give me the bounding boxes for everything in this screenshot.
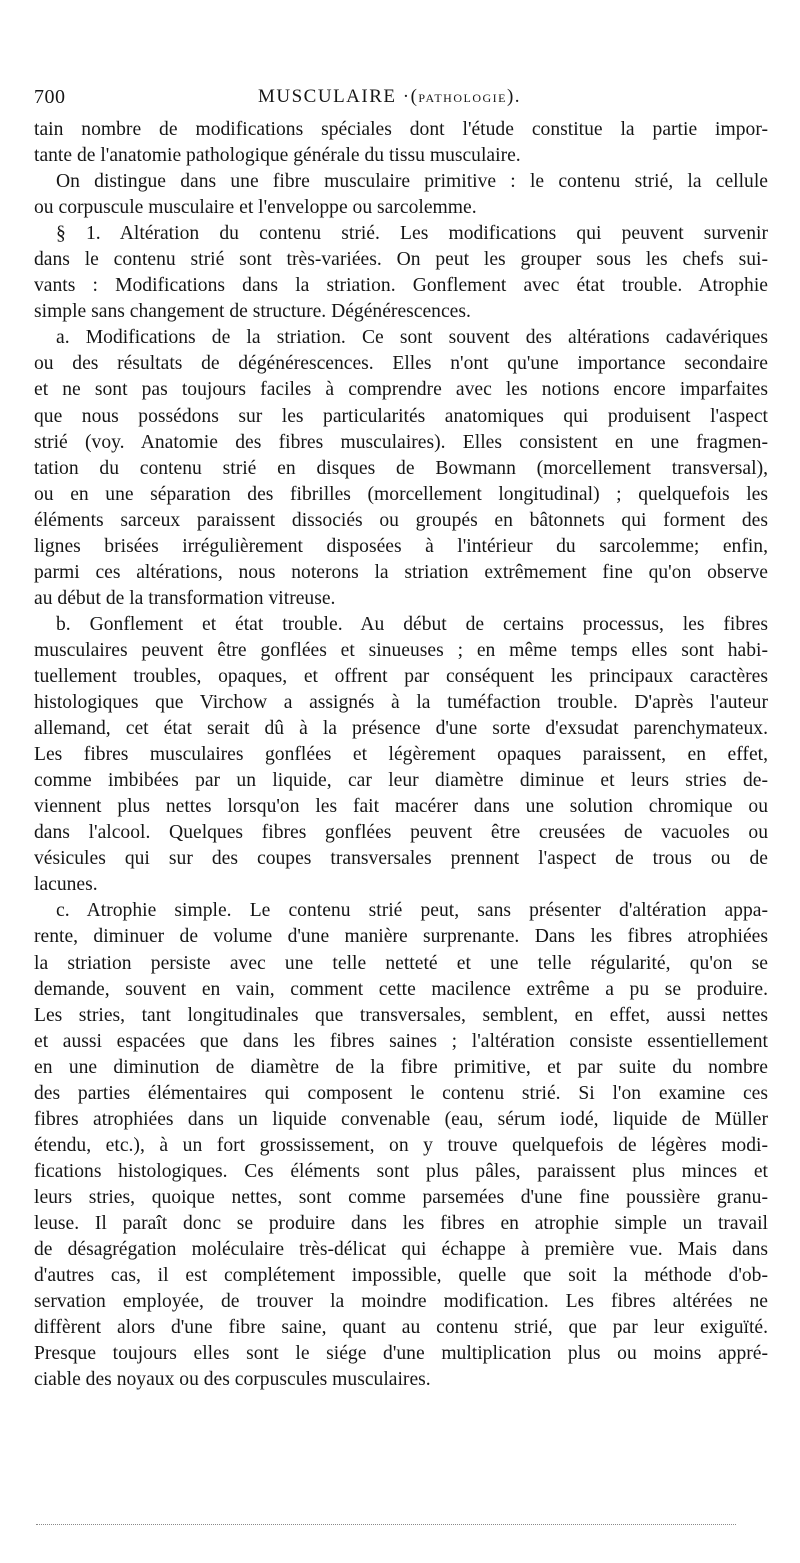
text-line: et ne sont pas toujours faciles à comprendre avec les notions encore imparfaites xyxy=(34,379,768,401)
text-line: vésicules qui sur des coupes transversales prennent l'aspect de trous ou de xyxy=(34,848,768,870)
text-line: Les stries, tant longitudinales que transversales, semblent, en effet, aussi nettes xyxy=(34,1004,768,1026)
text-line: vants : Modifications dans la striation. Gonflement avec état trouble. Atrophie xyxy=(34,275,768,297)
text-line: fications histologiques. Ces éléments sont plus pâles, paraissent plus minces et xyxy=(34,1160,768,1182)
text-line: des parties élémentaires qui composent le contenu strié. Si l'on examine ces xyxy=(34,1082,768,1104)
text-line: On distingue dans une fibre musculaire primitive : le contenu strié, la cellule xyxy=(56,171,768,193)
subsection-heading-line: b. Gonflement et état trouble. Au début de certains processus, les fibres xyxy=(56,613,768,635)
text-line: et aussi espacées que dans les fibres saines ; l'altération consiste essentiellement xyxy=(34,1030,768,1052)
body-text xyxy=(34,117,768,1393)
text-line: ciable des noyaux ou des corpuscules musculaires. xyxy=(34,1369,431,1391)
text-line: fibres atrophiées dans un liquide convenable (eau, sérum iodé, liquide de Müller xyxy=(34,1108,768,1130)
text-line: ou en une séparation des fibrilles (morcellement longitudinal) ; quelquefois les xyxy=(34,483,768,505)
text-line: leuse. Il paraît donc se produire dans les fibres en atrophie simple un travail xyxy=(34,1212,768,1234)
text-line: musculaires peuvent être gonflées et sinueuses ; en même temps elles sont habi- xyxy=(34,639,768,661)
text-line: la striation persiste avec une telle netteté et une telle régularité, qu'on se xyxy=(34,952,768,974)
text-line: dans l'alcool. Quelques fibres gonflées peuvent être creusées de vacuoles ou xyxy=(34,822,768,844)
running-head-close: ). xyxy=(506,86,522,107)
text-line: ou corpuscule musculaire et l'enveloppe ou sarcolemme. xyxy=(34,197,477,219)
text-line: dans le contenu strié sont très-variées. On peut les grouper sous les chefs sui- xyxy=(34,249,768,271)
text-line: servation employée, de trouver la moindre modification. Les fibres altérées ne xyxy=(34,1291,768,1313)
text-line: rente, diminuer de volume d'une manière surprenante. Dans les fibres atrophiées xyxy=(34,926,768,948)
text-line: lignes brisées irrégulièrement disposées à l'intérieur du sarcolemme; enfin, xyxy=(34,535,768,557)
subsection-heading-line: a. Modifications de la striation. Ce sont souvent des altérations cadavériques xyxy=(56,327,768,349)
text-line: au début de la transformation vitreuse. xyxy=(34,587,336,609)
text-line: tante de l'anatomie pathologique générale du tissu musculaire. xyxy=(34,145,521,167)
subsection-heading-line: c. Atrophie simple. Le contenu strié peut, sans présenter d'altération appa- xyxy=(56,900,768,922)
footer-dotted-rule xyxy=(36,1524,736,1525)
text-line: allemand, cet état serait dû à la présence d'une sorte d'exsudat parenchymateux. xyxy=(34,718,768,740)
text-line: simple sans changement de structure. Dégénérescences. xyxy=(34,301,471,323)
text-line: éléments sarceux paraissent dissociés ou groupés en bâtonnets qui forment des xyxy=(34,509,768,531)
text-line: tuellement troubles, opaques, et offrent par conséquent les principaux caractères xyxy=(34,665,768,687)
page-number: 700 xyxy=(34,86,66,108)
text-line: diffèrent alors d'une fibre saine, quant au contenu strié, que par leur exiguïté. xyxy=(34,1317,768,1339)
text-line: leurs stries, quoique nettes, sont comme parsemées d'une fine poussière granu- xyxy=(34,1186,768,1208)
text-line: étendu, etc.), à un fort grossissement, on y trouve quelquefois de légères modi- xyxy=(34,1134,768,1156)
text-line: que nous possédons sur les particularités anatomiques qui produisent l'aspect xyxy=(34,405,768,427)
running-head-main: MUSCULAIRE ·( xyxy=(258,86,419,107)
text-line: comme imbibées par un liquide, car leur diamètre diminue et leurs stries de- xyxy=(34,770,768,792)
page-header xyxy=(34,86,774,116)
text-line: parmi ces altérations, nous noterons la striation extrêmement fine qu'on observe xyxy=(34,561,768,583)
text-line: de désagrégation moléculaire très-délicat qui échappe à première vue. Mais dans xyxy=(34,1239,768,1261)
text-line: histologiques que Virchow a assignés à la tuméfaction trouble. D'après l'auteur xyxy=(34,692,768,714)
section-heading-line: § 1. Altération du contenu strié. Les modifications qui peuvent survenir xyxy=(56,223,768,245)
text-line: tation du contenu strié en disques de Bowmann (morcellement transversal), xyxy=(34,457,768,479)
text-line: demande, souvent en vain, comment cette macilence extrême a pu se produire. xyxy=(34,978,768,1000)
text-line: strié (voy. Anatomie des fibres musculaires). Elles consistent en une fragmen- xyxy=(34,431,768,453)
text-line: viennent plus nettes lorsqu'on les fait macérer dans une solution chromique ou xyxy=(34,796,768,818)
text-line: Presque toujours elles sont le siége d'une multiplication plus ou moins appré- xyxy=(34,1343,768,1365)
text-line: en une diminution de diamètre de la fibre primitive, et par suite du nombre xyxy=(34,1056,768,1078)
text-line: tain nombre de modifications spéciales dont l'étude constitue la partie impor- xyxy=(34,119,768,140)
text-line: lacunes. xyxy=(34,874,98,896)
running-head-subtitle: PATHOLOGIE xyxy=(418,91,507,105)
text-line: Les fibres musculaires gonflées et légèrement opaques paraissent, en effet, xyxy=(34,744,768,766)
text-line: ou des résultats de dégénérescences. Elles n'ont qu'une importance secondaire xyxy=(34,353,768,375)
text-line: d'autres cas, il est complétement impossible, quelle que soit la méthode d'ob- xyxy=(34,1265,768,1287)
running-head xyxy=(258,86,521,108)
